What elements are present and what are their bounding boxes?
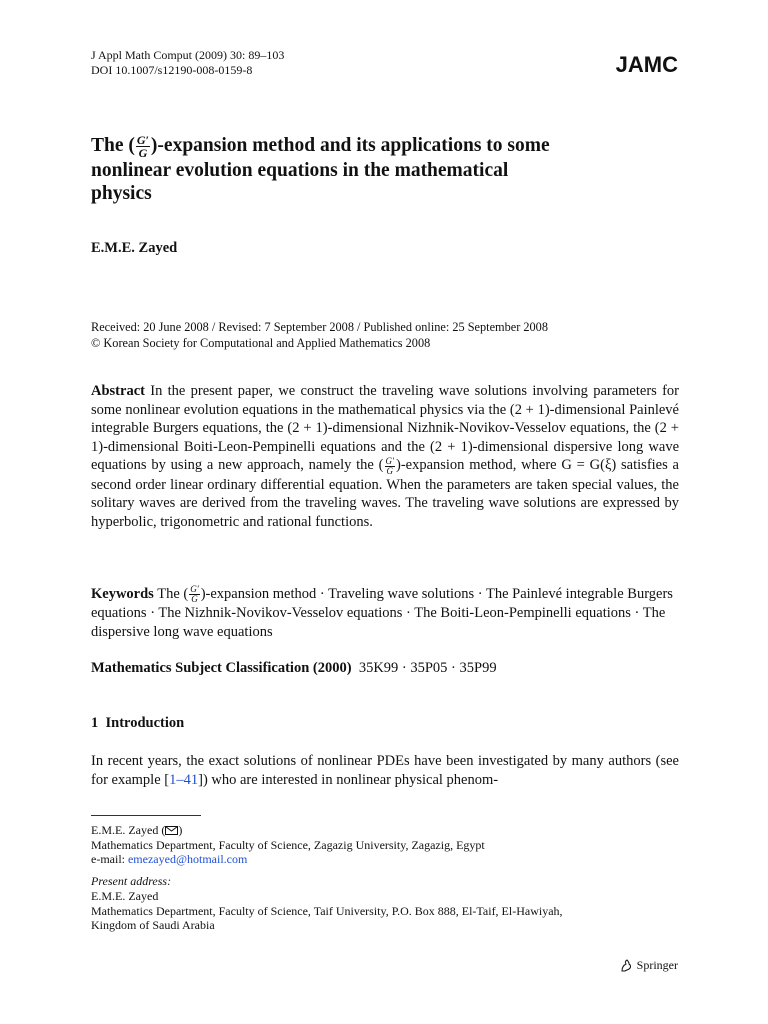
keywords: Keywords The ( $\frac{G'}{G}$ )-expansion method · Traveling wave solutions · The Painlevé integrable Burgers equations · The Nizhnik-Novikov-Vesselov equations · The Boiti-Leon-Pempinelli equations · The dispersive long wave equations: [91, 584, 673, 641]
email-link[interactable]: emezayed@hotmail.com: [127, 852, 248, 866]
abstract-fraction: $\frac{G'}{G}$: [385, 455, 394, 476]
paper-title: The ( $\frac{G'}{G}$ )-expansion method and its applications to some nonlinear evolution equations in the mathematical physics: [91, 133, 550, 205]
affiliation-2: Mathematics Department, Faculty of Science, Taif University, P.O. Box 888, El-Taif, El-Hawiyah,: [91, 904, 563, 918]
publication-dates: Received: 20 June 2008 / Revised: 7 September 2008 / Published online: 25 September 2008 © Korean Society for Computational and Applied Mathematics 2008: [91, 320, 548, 350]
journal-abbrev: JAMC: [615, 52, 678, 77]
affiliation-2-country: Kingdom of Saudi Arabia: [91, 918, 215, 932]
msc-classification: Mathematics Subject Classification (2000) 35K99 · 35P05 · 35P99: [91, 660, 497, 676]
doi-line: DOI 10.1007/s12190-008-0159-8: [91, 63, 253, 77]
reference-link[interactable]: 1–41: [169, 772, 199, 788]
affiliation-1: Mathematics Department, Faculty of Science, Zagazig University, Zagazig, Egypt: [91, 838, 485, 852]
intro-paragraph: In recent years, the exact solutions of nonlinear PDEs have been investigated by many authors (see for example [1–41]) who are interested in nonlinear physical phenom-: [91, 753, 679, 788]
section-heading: 1 Introduction: [91, 715, 185, 731]
envelope-icon: [165, 826, 178, 835]
journal-citation: J Appl Math Comput (2009) 30: 89–103: [91, 48, 285, 62]
author-name: E.M.E. Zayed: [91, 240, 178, 256]
abstract: Abstract In the present paper, we construct the traveling wave solutions involving parameters for some nonlinear evolution equations in the mathematical physics via the (2 + 1)-dimensional Painlevé integrable Burgers equations, the (2 + 1)-dimensional Nizhnik-Novikov-Vesselov equations, the (2 + 1)-dimensional Boiti-Leon-Pempinelli equations and the (2 + 1)-dimensional dispersive long wave equations by using a new approach, namely the ( $\frac{G'}{G}$ )-expansion method, where G = G(ξ) satisfies a second order linear ordinary differential equation. When the parameters are taken special values, the solitary waves are derived from the traveling waves. The traveling wave solutions are expressed by hyperbolic, trigonometric and rational functions.: [91, 383, 680, 530]
keywords-fraction: $\frac{G'}{G}$: [190, 584, 199, 605]
footnote-rule: [91, 815, 201, 816]
footnote-author: E.M.E. Zayed ( ): [91, 823, 183, 837]
springer-horse-icon: [619, 959, 633, 973]
title-fraction: $\frac{G'}{G}$: [136, 133, 149, 161]
publisher-mark: Springer: [619, 958, 678, 973]
email-line: e-mail: emezayed@hotmail.com: [91, 852, 248, 866]
present-address-label: Present address:: [91, 874, 172, 888]
keywords-label: Keywords: [91, 586, 154, 602]
abstract-label: Abstract: [91, 383, 145, 399]
author-2: E.M.E. Zayed: [91, 889, 159, 903]
